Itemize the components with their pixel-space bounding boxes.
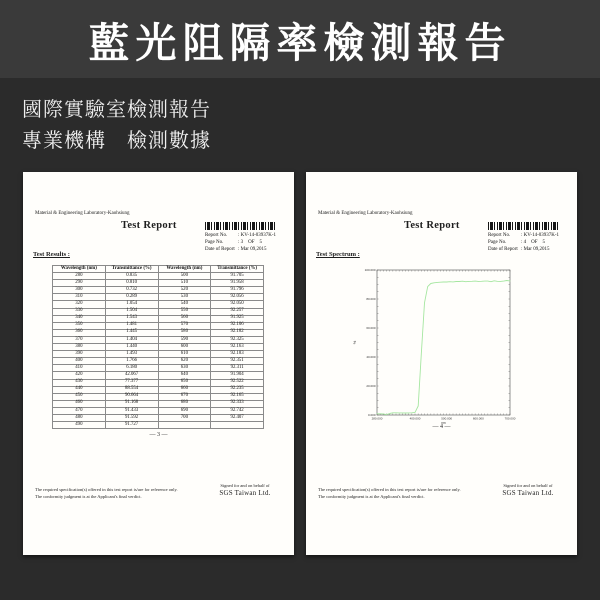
table-row: 350 1.481 570 92.106 [53, 322, 264, 329]
lab-name: Material & Engineering Laboratory-Kaohsiung [318, 211, 413, 216]
column-header: Transmittance (%) [211, 266, 264, 273]
svg-text:100.000: 100.000 [364, 268, 376, 272]
signature-block: Signed for and on behalf of SGS Taiwan Ltd. [492, 483, 564, 497]
svg-text:60.000: 60.000 [366, 326, 376, 330]
svg-text:nm: nm [441, 421, 446, 425]
results-table [52, 265, 264, 429]
table-row: 410 6.180 630 92.311 [53, 365, 264, 372]
table-row: 460 91.168 680 92.333 [53, 400, 264, 407]
results-table-head-row [53, 266, 264, 273]
table-row: 280 0.835 500 91.705 [53, 273, 264, 280]
column-header: Transmittance (%) [105, 266, 158, 273]
banner [0, 0, 600, 78]
table-row: 480 91.592 700 92.407 [53, 414, 264, 421]
page-no-line: Page No. : 4 OF 5 [488, 240, 546, 245]
table-row: 380 1.440 600 92.163 [53, 344, 264, 351]
report-no-line: Report No. : KV-14-03937K-1 [488, 233, 560, 238]
lab-name: Material & Engineering Laboratory-Kaohsiung [35, 211, 130, 216]
barcode [205, 222, 276, 230]
company-name: SGS Taiwan Ltd. [219, 489, 271, 497]
table-row: 360 1.445 580 92.182 [53, 329, 264, 336]
page-number-footer: — 3 — [149, 432, 168, 438]
section-label-spectrum: Test Spectrum : [316, 251, 360, 258]
test-report-page-3 [23, 172, 294, 555]
date-line: Date of Report : Mar 09,2015 [488, 247, 550, 252]
documents-row [0, 172, 600, 555]
table-row: 330 1.504 550 92.257 [53, 308, 264, 315]
svg-text:0.000: 0.000 [367, 413, 376, 417]
svg-text:%: % [352, 340, 357, 345]
svg-text:20.000: 20.000 [366, 384, 376, 388]
table-row: 450 90.664 670 92.165 [53, 393, 264, 400]
table-row: 400 1.766 620 92.351 [53, 358, 264, 365]
table-row: 320 1.054 540 92.050 [53, 301, 264, 308]
column-header: Wavelength (nm) [158, 266, 211, 273]
report-info [488, 232, 559, 253]
svg-text:500.000: 500.000 [441, 416, 453, 421]
page-title: 藍光阻隔率檢測報告 [88, 19, 512, 66]
report-no-line: Report No. : KV-14-03937K-1 [205, 233, 277, 238]
svg-text:40.000: 40.000 [366, 355, 376, 359]
column-header: Wavelength (nm) [53, 266, 106, 273]
svg-text:600.000: 600.000 [472, 416, 484, 421]
disclaimer: The required specification(s) offered in this test report is/are for reference only. The conformity judgment is at the Applicant's final verdict. [35, 487, 178, 499]
svg-text:280.000: 280.000 [371, 416, 383, 421]
table-row: 430 77.377 650 92.522 [53, 379, 264, 386]
disclaimer: The required specification(s) offered in this test report is/are for reference only. The conformity judgment is at the Applicant's final verdict. [318, 487, 461, 499]
table-row: 440 88.554 660 92.235 [53, 386, 264, 393]
table-row: 300 0.732 520 91.796 [53, 287, 264, 294]
signature-block: Signed for and on behalf of SGS Taiwan Ltd. [209, 483, 281, 497]
svg-text:700.000: 700.000 [504, 416, 516, 421]
table-row: 290 0.810 510 91.958 [53, 280, 264, 287]
subtitle-block [0, 78, 600, 157]
table-row: 340 1.543 560 91.925 [53, 315, 264, 322]
page-number-footer: — 4 — [432, 424, 451, 430]
barcode [488, 222, 559, 230]
page-no-line: Page No. : 3 OF 5 [205, 240, 263, 245]
company-name: SGS Taiwan Ltd. [502, 489, 554, 497]
table-row: 420 42.067 640 91.904 [53, 372, 264, 379]
table-row: 470 91.433 690 92.742 [53, 407, 264, 414]
date-line: Date of Report : Mar 09,2015 [205, 247, 267, 252]
results-table-body [53, 273, 264, 429]
table-row: 490 91.727 [53, 422, 264, 429]
test-report-page-4 [306, 172, 577, 555]
table-row: 390 1.493 610 92.183 [53, 351, 264, 358]
report-title: Test Report [404, 220, 460, 231]
subtitle-line-1: 國際實驗室檢測報告 [22, 99, 211, 121]
report-title: Test Report [121, 220, 177, 231]
spectrum-chart [352, 262, 530, 430]
section-label-results: Test Results : [33, 251, 70, 258]
table-row: 370 1.404 590 92.325 [53, 336, 264, 343]
subtitle-line-2: 專業機構 檢測數據 [22, 130, 211, 152]
report-info [205, 232, 276, 253]
table-row: 310 0.289 530 92.056 [53, 294, 264, 301]
svg-text:80.000: 80.000 [366, 297, 376, 301]
svg-text:400.000: 400.000 [409, 416, 421, 421]
